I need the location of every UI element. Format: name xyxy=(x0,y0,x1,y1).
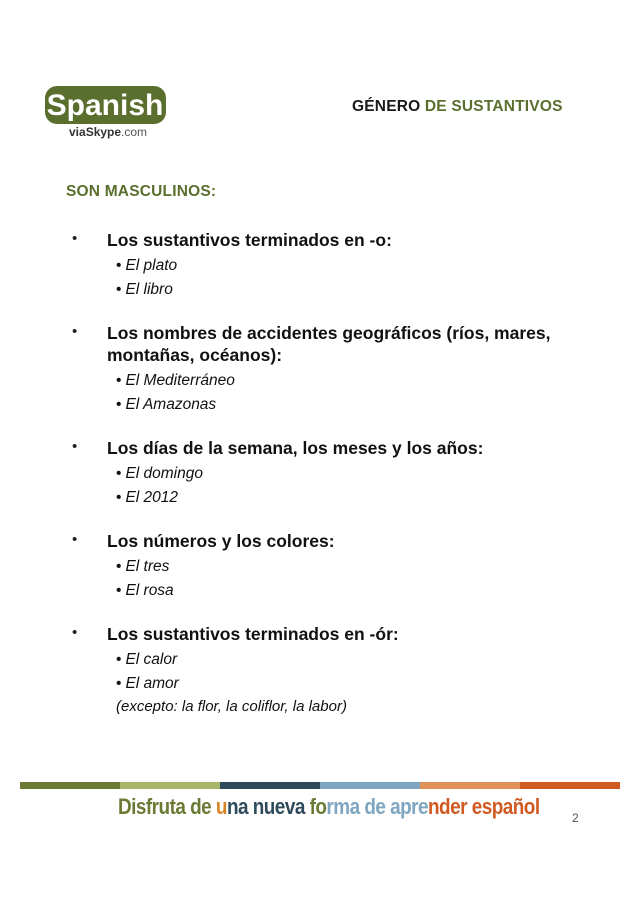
example-text: El Amazonas xyxy=(125,396,217,413)
rule-item xyxy=(66,623,626,718)
example-bullet-marker: • xyxy=(116,257,122,274)
example-bullet-marker: • xyxy=(116,372,122,389)
example-text: El domingo xyxy=(125,465,203,482)
rule-list xyxy=(66,229,626,738)
example-item xyxy=(116,672,626,696)
slogan-part: na nueva xyxy=(226,794,310,819)
example-list xyxy=(116,648,626,696)
exception-note: (excepto: la flor, la coliflor, la labor) xyxy=(116,698,347,715)
footer-slogan xyxy=(118,794,540,820)
slogan-part: fo xyxy=(309,794,327,819)
example-text: El tres xyxy=(125,558,170,575)
rule-text: Los números y los colores: xyxy=(107,531,335,551)
example-item xyxy=(116,393,626,417)
logo-word-skype: Skype xyxy=(85,125,122,139)
rule-text: Los sustantivos terminados en -o: xyxy=(107,230,392,250)
page-title xyxy=(352,98,563,116)
logo-word-com: .com xyxy=(121,125,148,139)
example-bullet-marker: • xyxy=(116,396,122,413)
example-list xyxy=(116,462,626,510)
svg-text:viaSkype.com xyxy=(69,125,147,139)
title-part-2: DE SUSTANTIVOS xyxy=(424,98,563,115)
bullet-marker: • xyxy=(72,624,78,641)
example-text: El calor xyxy=(125,651,178,668)
example-item xyxy=(116,648,626,672)
rule-text: Los sustantivos terminados en -ór: xyxy=(107,624,399,644)
slogan-part: Disfruta de xyxy=(118,794,216,819)
example-item xyxy=(116,486,626,510)
page-number: 2 xyxy=(572,811,579,825)
logo-word-via: via xyxy=(69,125,86,139)
slogan-part: rma de apre xyxy=(326,794,429,819)
spanish-via-skype-logo xyxy=(44,82,168,140)
example-bullet-marker: • xyxy=(116,675,122,692)
bullet-marker: • xyxy=(72,531,78,548)
example-text: El 2012 xyxy=(125,489,179,506)
title-part-1: GÉNERO xyxy=(352,98,421,115)
example-bullet-marker: • xyxy=(116,651,122,668)
example-item xyxy=(116,555,626,579)
example-bullet-marker: • xyxy=(116,465,122,482)
rule-text: Los nombres de accidentes geográficos (ríos, mares, montañas, océanos): xyxy=(107,323,551,365)
example-list xyxy=(116,369,626,417)
color-bar-segment xyxy=(120,782,220,789)
example-text: El amor xyxy=(125,675,179,692)
rule-item xyxy=(66,229,626,302)
example-bullet-marker: • xyxy=(116,489,122,506)
color-bar-segment xyxy=(220,782,320,789)
bullet-marker: • xyxy=(72,230,78,247)
color-bar-segment xyxy=(320,782,420,789)
example-item xyxy=(116,278,626,302)
color-bar-segment xyxy=(420,782,520,789)
slogan-part: u xyxy=(215,794,227,819)
slogan-part: nder español xyxy=(428,794,540,819)
color-bar-segment xyxy=(520,782,620,789)
example-text: El rosa xyxy=(125,582,174,599)
example-item xyxy=(116,369,626,393)
logo-word-spanish: Spanish xyxy=(46,89,164,122)
example-bullet-marker: • xyxy=(116,281,122,298)
example-item xyxy=(116,579,626,603)
example-text: El Mediterráneo xyxy=(125,372,235,389)
rule-item xyxy=(66,322,626,417)
bullet-marker: • xyxy=(72,438,78,455)
example-bullet-marker: • xyxy=(116,558,122,575)
rule-item xyxy=(66,530,626,603)
section-heading: SON MASCULINOS: xyxy=(66,183,217,200)
example-text: El plato xyxy=(125,257,178,274)
example-list xyxy=(116,254,626,302)
example-item xyxy=(116,462,626,486)
example-bullet-marker: • xyxy=(116,582,122,599)
rule-text: Los días de la semana, los meses y los años: xyxy=(107,438,484,458)
bullet-marker: • xyxy=(72,323,78,340)
example-text: El libro xyxy=(125,281,173,298)
rule-item xyxy=(66,437,626,510)
example-item xyxy=(116,254,626,278)
example-list xyxy=(116,555,626,603)
color-bar-segment xyxy=(20,782,120,789)
footer-color-bar xyxy=(20,782,620,789)
